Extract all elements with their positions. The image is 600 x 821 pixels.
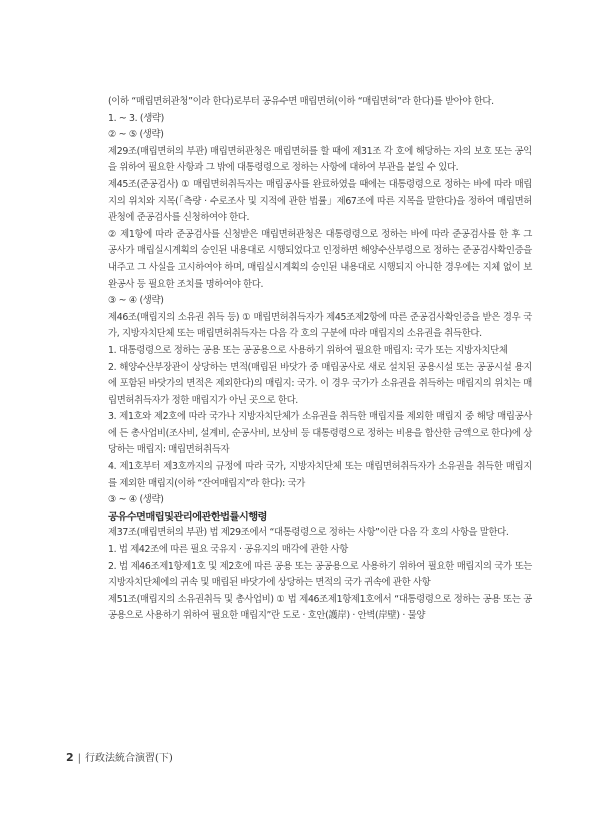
paragraph: 2. 해양수산부장관이 상당하는 면적(매립된 바닷가 중 매립공사로 새로 설치된 공용시설 또는 공공시설 용지에 포함된 바닷가의 면적은 제외한다)의 매립지: 국가. 이 경우 국가가 소유권을 취득하는 매립지의 위치는 매립면허취득자가 정한 매립지가 아닌 곳으로 한다. <box>108 361 532 406</box>
paragraph: 4. 제1호부터 제3호까지의 규정에 따라 국가, 지방자치단체 또는 매립면허취득자가 소유권을 취득한 매립지를 제외한 매립지(이하 “잔여매립지”라 한다): 국가 <box>108 461 532 489</box>
paragraph: ③ ~ ④ (생략) <box>108 494 164 506</box>
document-body <box>108 94 532 625</box>
section-heading: 공유수면매립및관리에관한법률시행령 <box>108 510 267 523</box>
paragraph: 제45조(준공검사) ① 매립면허취득자는 매립공사를 완료하였을 때에는 대통령령으로 정하는 바에 따라 매립지의 위치와 지목(「측량 · 수로조사 및 지적에 관한 법률」제67조에 따른 지목을 말한다)을 정하여 매립면허관청에 준공검사를 신청하여야 한다. <box>108 178 532 224</box>
paragraph: (이하 “매립면허관청”이라 한다)로부터 공유수면 매립면허(이하 “매립면허”라 한다)를 받아야 한다. <box>108 96 494 107</box>
page-number: 2 <box>66 751 74 764</box>
paragraph: 2. 법 제46조제1항제1호 및 제2호에 따른 공용 또는 공공용으로 사용하기 위하여 필요한 매립지의 국가 또는 지방자치단체에의 귀속 및 매립된 바닷가에 상당하는 면적의 국가 귀속에 관한 사항 <box>108 560 532 589</box>
page-footer <box>66 749 173 764</box>
paragraph: ② 제1항에 따라 준공검사를 신청받은 매립면허관청은 대통령령으로 정하는 바에 따라 준공검사를 한 후 그 공사가 매립실시계획의 승인된 내용대로 시행되었다고 인정하면 해양수산부령으로 정하는 준공검사확인증을 내주고 그 사실을 고시하여야 하며, 매립실시계획의 승인된 내용대로 시행되지 아니한 경우에는 지체 없이 보완공사 등 필요한 조치를 명하여야 한다. <box>108 228 532 290</box>
paragraph: 제46조(매립지의 소유권 취득 등) ① 매립면허취득자가 제45조제2항에 따른 준공검사확인증을 받은 경우 국가, 지방자치단체 또는 매립면허취득자는 다음 각 호의 구분에 따라 매립지의 소유권을 취득한다. <box>108 311 532 340</box>
paragraph: 1. ~ 3. (생략) <box>108 112 164 124</box>
paragraph: 1. 대통령령으로 정하는 공용 또는 공공용으로 사용하기 위하여 필요한 매립지: 국가 또는 지방자치단체 <box>108 344 508 356</box>
paragraph: 제29조(매립면허의 부관) 매립면허관청은 매립면허를 할 때에 제31조 각 호에 해당하는 자의 보호 또는 공익을 위하여 필요한 사항과 그 밖에 대통령령으로 정하는 사항에 대하여 부관을 붙일 수 있다. <box>108 145 532 174</box>
book-title: 行政法統合演習(下) <box>85 753 173 764</box>
footer-separator: | <box>77 753 82 764</box>
paragraph: 1. 법 제42조에 따른 필요 국유지 · 공유지의 매각에 관한 사항 <box>108 544 348 556</box>
paragraph: 제37조(매립면허의 부관) 법 제29조에서 “대통령령으로 정하는 사항”이란 다음 각 호의 사항을 말한다. <box>108 527 509 539</box>
paragraph: ③ ~ ④ (생략) <box>108 295 164 307</box>
paragraph: ② ~ ⑤ (생략) <box>108 129 164 141</box>
paragraph: 제51조(매립지의 소유권취득 및 총사업비) ① 법 제46조제1항제1호에서 “대통령령으로 정하는 공용 또는 공공용으로 사용하기 위하여 필요한 매립지”란 도로 · 호안(護岸) · 안벽(岸壁) · 물양 <box>108 593 532 622</box>
paragraph: 3. 제1호와 제2호에 따라 국가나 지방자치단체가 소유권을 취득한 매립지를 제외한 매립지 중 해당 매립공사에 든 총사업비(조사비, 설계비, 순공사비, 보상비 등 대통령령으로 정하는 비용을 합산한 금액으로 한다)에 상당하는 매립지: 매립면허취득자 <box>108 411 532 456</box>
